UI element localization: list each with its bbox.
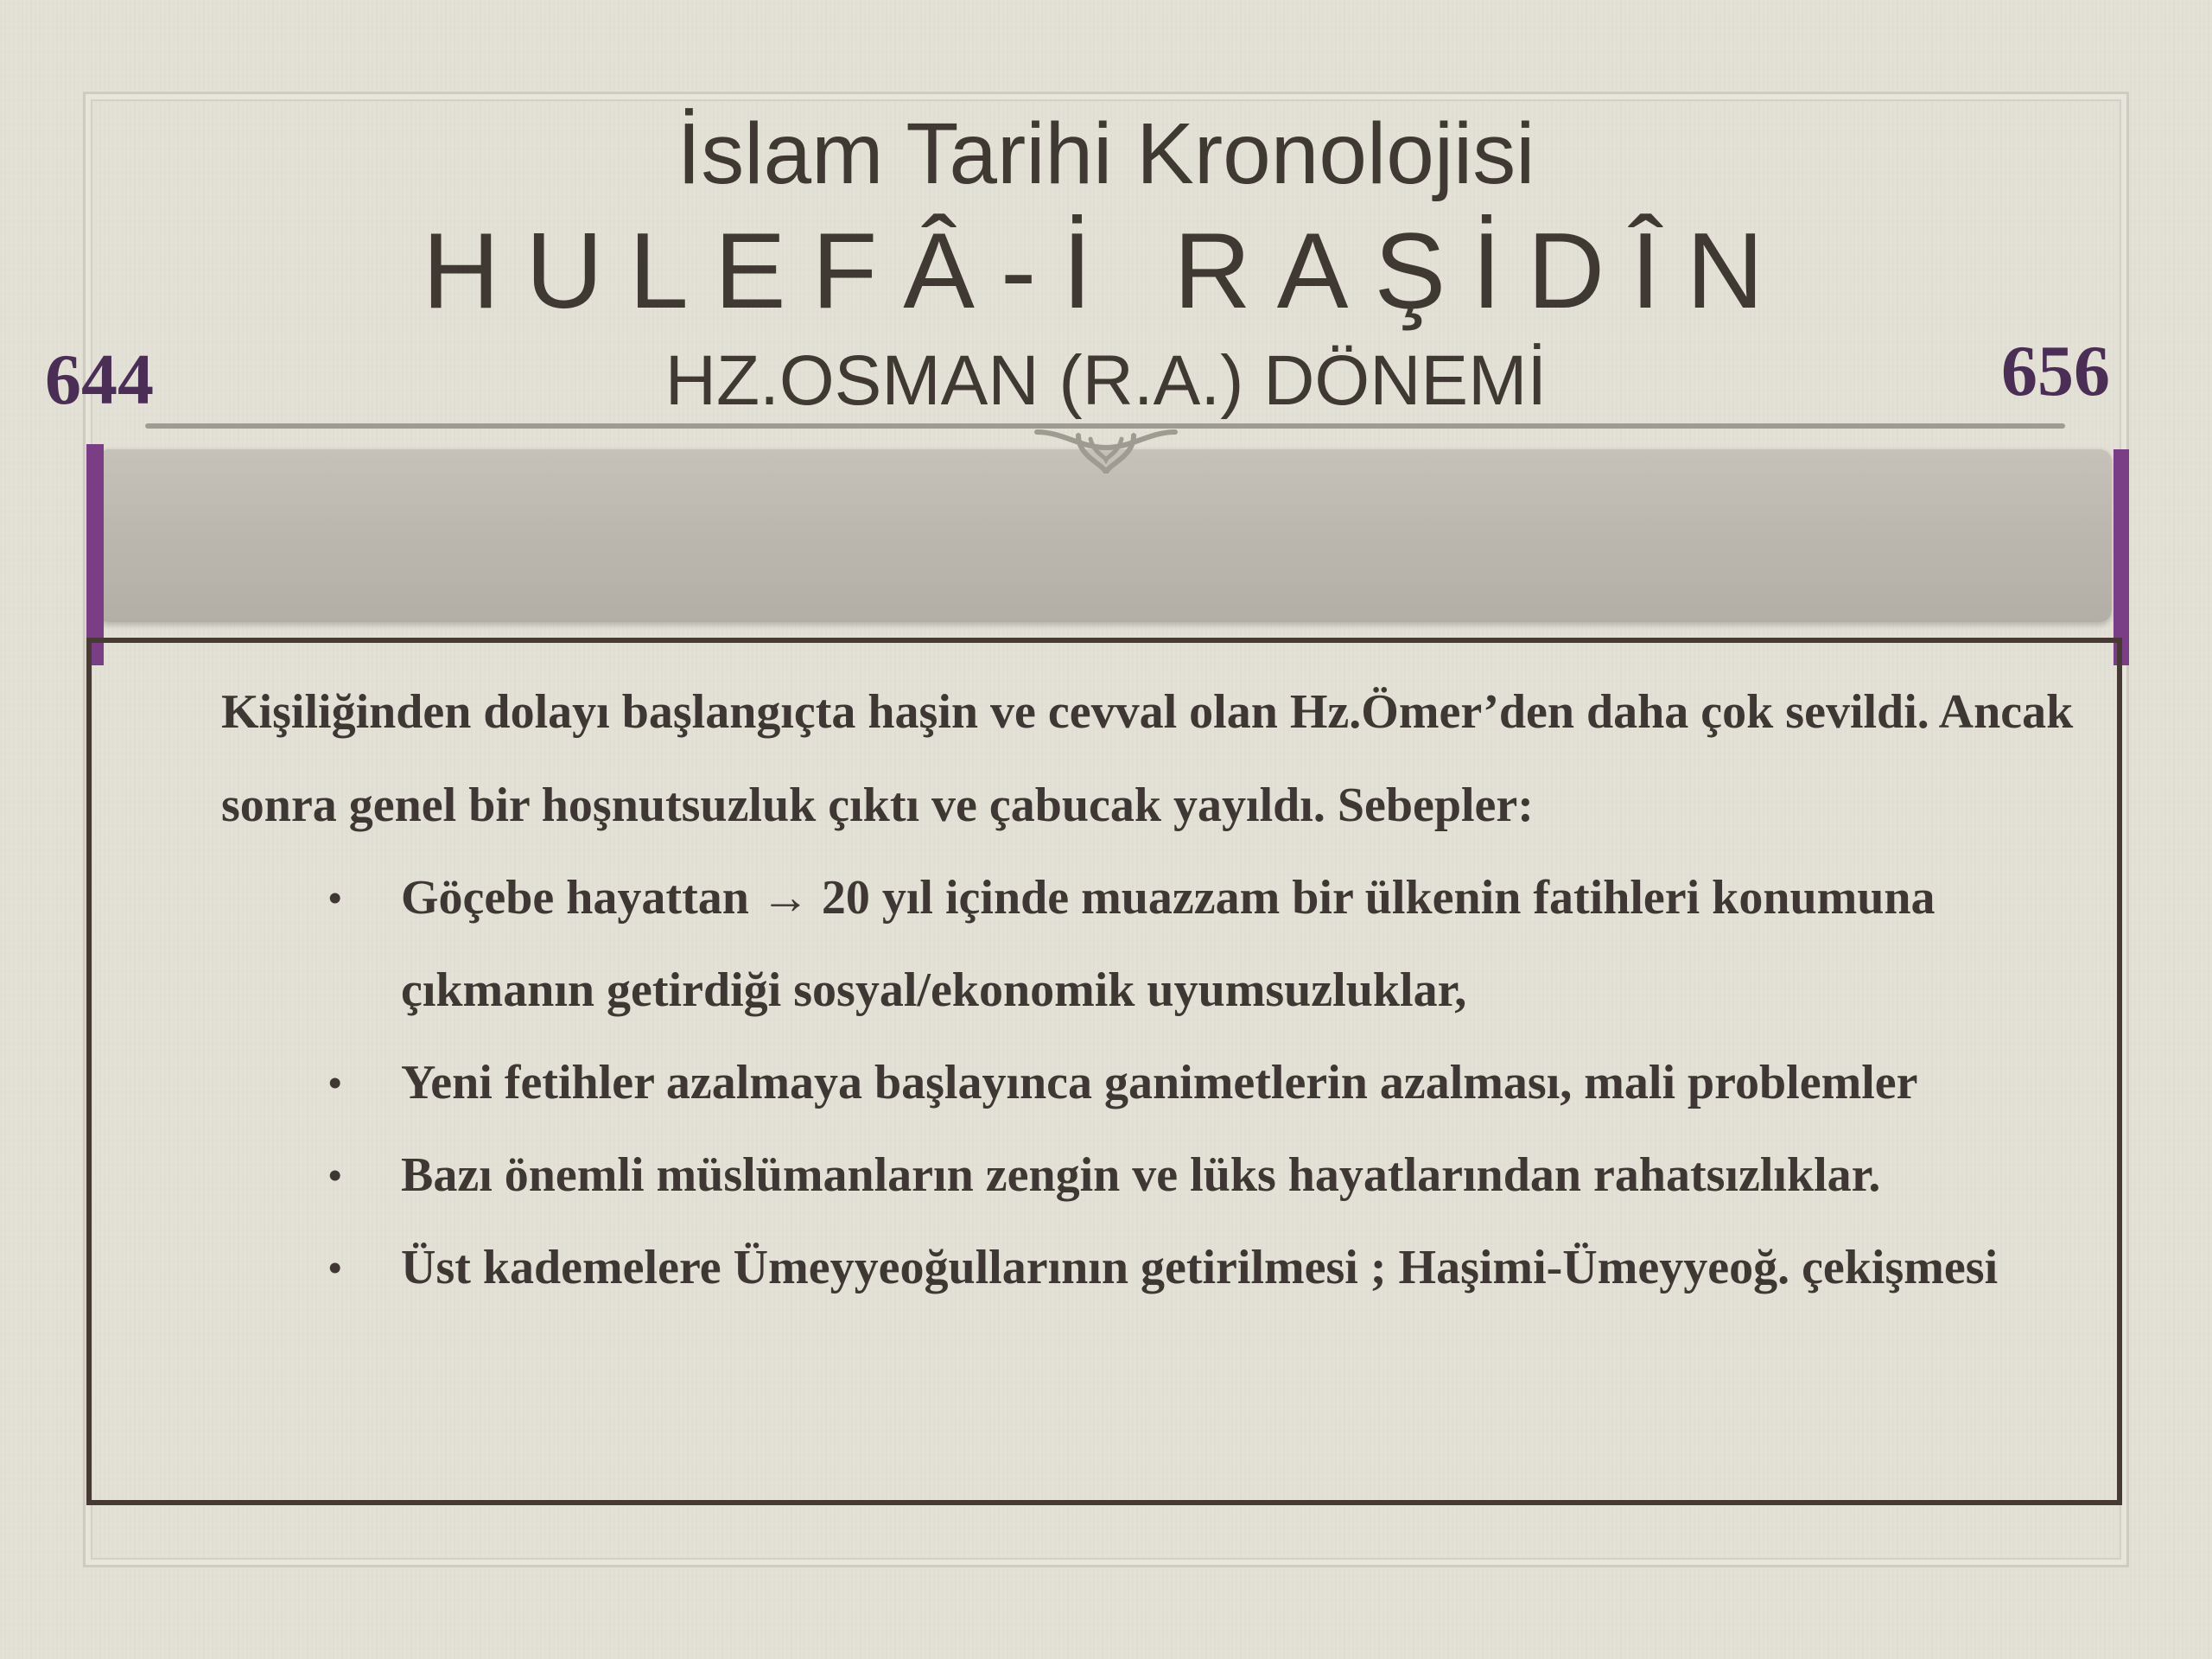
year-start: 644 [45,340,154,420]
timeline-start-marker [86,444,104,665]
list-item [328,852,2091,1037]
intro-paragraph: Kişiliğinden dolayı başlangıçta haşin ve cevval olan Hz.Ömer’den daha çok sevildi. Ancak sonra genel bir hoşnutsuzluk çıktı ve çabucak yayıldı. Sebepler: [221,685,2074,832]
timeline-end-marker [2113,449,2129,665]
list-item-text: Göçebe hayattan → 20 yıl içinde muazzam bir ülkenin fatihleri konumuna çıkmanın getirdiği sosyal/ekonomik uyumsuzluklar, [401,871,1936,1017]
bullet-icon: • [328,1062,342,1104]
list-item-text: Yeni fetihler azalmaya başlayınca ganimetlerin azalması, mali problemler [401,1056,1918,1109]
year-end: 656 [2001,331,2110,411]
list-item [328,1129,2091,1222]
list-item [328,1222,2091,1314]
list-item [328,1037,2091,1129]
bullet-icon: • [328,877,342,919]
list-item-text: Üst kademelere Ümeyyeoğullarının getirilmesi ; Haşimi-Ümeyyeoğ. çekişmesi [401,1241,1999,1294]
list-item-text: Bazı önemli müslümanların zengin ve lüks hayatlarından rahatsızlıklar. [401,1148,1881,1202]
bullet-icon: • [328,1154,342,1197]
slide-title: HULEFÂ-İ RAŞİDÎN [422,212,1790,331]
slide-subtitle: HZ.OSMAN (R.A.) DÖNEMİ [664,341,1548,420]
reasons-list [328,852,2091,1314]
bullet-icon: • [328,1247,342,1289]
ornament-icon [1028,413,1184,482]
slide-kicker: İslam Tarihi Kronolojisi [677,105,1535,202]
